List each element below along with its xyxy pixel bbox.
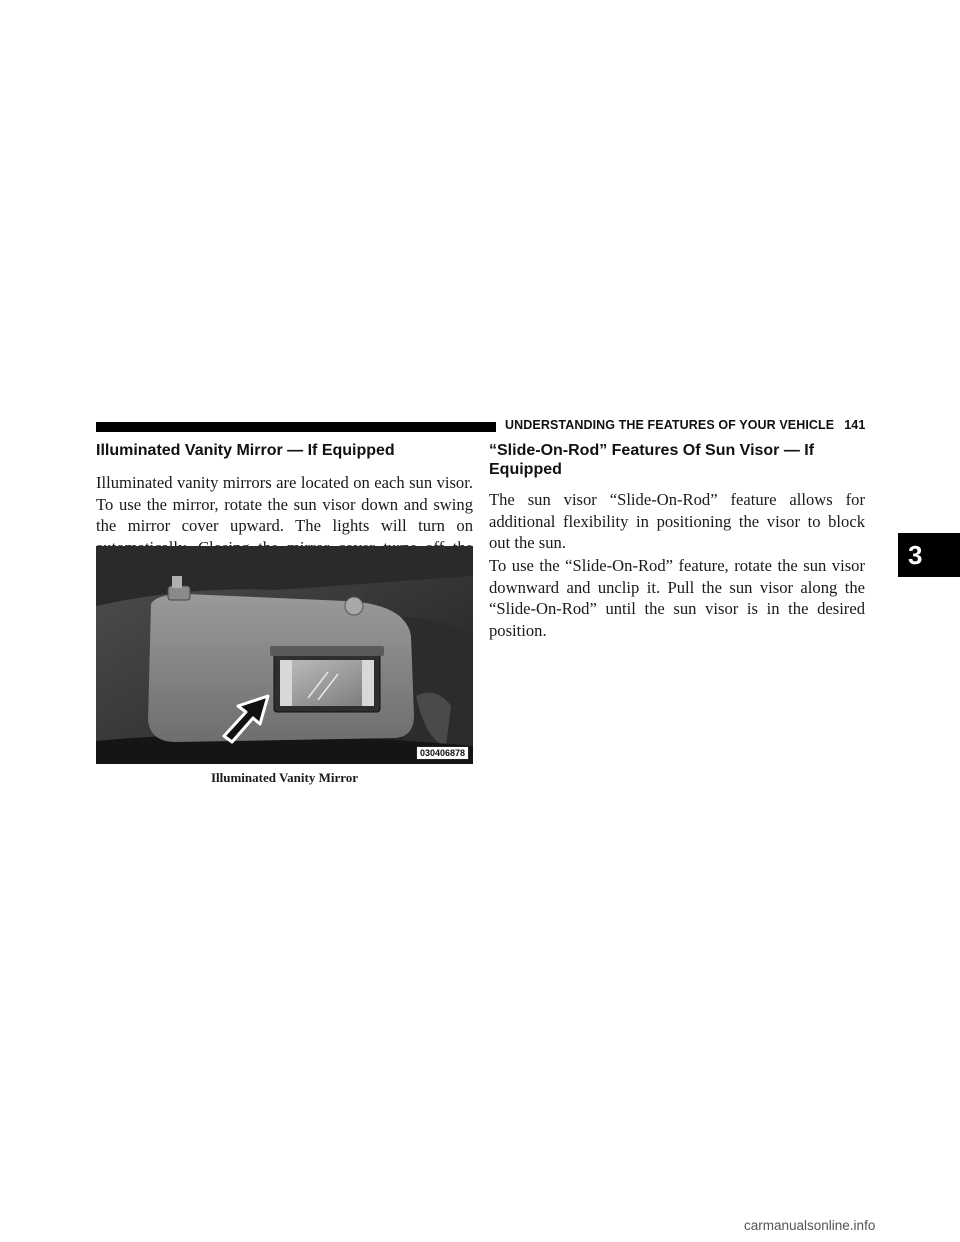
- header-rule: [96, 422, 496, 432]
- vanity-mirror-heading: Illuminated Vanity Mirror — If Equipped: [96, 442, 395, 459]
- page-number: 141: [844, 418, 866, 432]
- running-header: [505, 418, 865, 432]
- figure-code: 030406878: [416, 746, 469, 760]
- chapter-tab: 3: [898, 533, 960, 577]
- slide-on-rod-heading: “Slide-On-Rod” Features Of Sun Visor — If Equipped: [489, 442, 815, 478]
- watermark: carmanualsonline.info: [744, 1218, 876, 1233]
- figure-caption: Illuminated Vanity Mirror: [210, 770, 359, 785]
- vanity-mirror-figure: [96, 546, 473, 764]
- sun-visor-illustration: [96, 546, 473, 764]
- vanity-mirror-paragraph: Illuminated vanity mirrors are located on each sun visor. To use the mirror, rotate the sun visor down and swing the mirror cover upward. The lights will turn on: [96, 473, 473, 535]
- slide-on-rod-paragraph-2: To use the “Slide-On-Rod” feature, rotate the sun visor downward and unclip it. Pull the sun visor along the “Slide-On-Rod” until the sun visor is in the desired position.: [489, 556, 865, 640]
- slide-on-rod-paragraph-1: The sun visor “Slide-On-Rod” feature allows for additional flexibility in positioning the visor to block out the sun.: [489, 490, 865, 552]
- header-section-title: UNDERSTANDING THE FEATURES OF YOUR VEHICLE: [505, 418, 835, 432]
